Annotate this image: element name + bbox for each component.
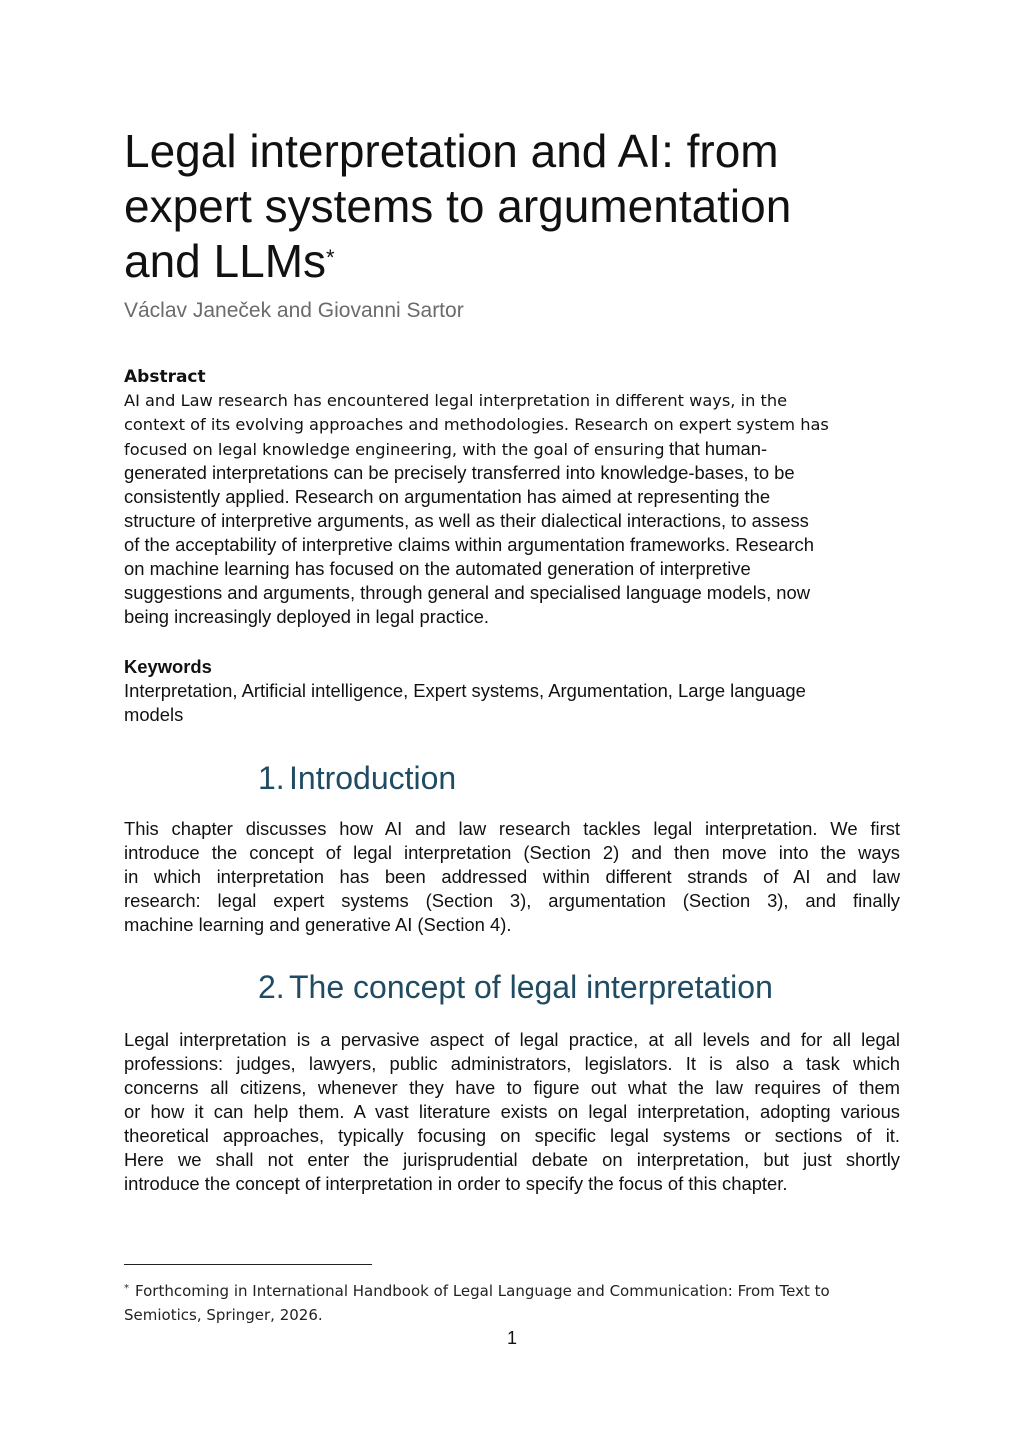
title-line-3-text: and LLMs <box>124 235 327 287</box>
paragraph-line: This chapter discusses how AI and law research tackles legal interpretation. We first <box>124 818 900 839</box>
abstract-line <box>124 437 914 461</box>
footnote-text: Forthcoming in International Handbook of Legal Language and Communication: From Text to <box>135 1282 830 1300</box>
paragraph-line: Legal interpretation is a pervasive aspect of legal practice, at all levels and for all legal <box>124 1029 900 1050</box>
section-2-number: 2. <box>258 969 285 1005</box>
abstract-line: consistently applied. Research on argumentation has aimed at representing the <box>124 486 771 507</box>
paragraph-line: machine learning and generative AI (Section 4). <box>124 914 512 935</box>
page-number: 1 <box>506 1328 517 1348</box>
abstract-line: on machine learning has focused on the automated generation of interpretive <box>124 558 751 579</box>
section-2-paragraph <box>124 1028 900 1196</box>
footnote-marker: * <box>124 1283 129 1294</box>
abstract-body <box>124 389 914 629</box>
paper-title <box>124 124 944 289</box>
keywords-heading: Keywords <box>124 656 212 677</box>
keywords-line: Interpretation, Artificial intelligence, Expert systems, Argumentation, Large language <box>124 680 806 701</box>
abstract-line-part: that human- <box>668 438 768 459</box>
abstract-line: AI and Law research has encountered legal interpretation in different ways, in the <box>124 391 788 410</box>
paragraph-line: Here we shall not enter the jurisprudential debate on interpretation, but just shortly <box>124 1149 900 1170</box>
footnote-line: Semiotics, Springer, 2026. <box>124 1306 323 1324</box>
paragraph-line: theoretical approaches, typically focusing on specific legal systems or sections of it. <box>124 1125 900 1146</box>
abstract-line: of the acceptability of interpretive claims within argumentation frameworks. Research <box>124 534 814 555</box>
paragraph-line: in which interpretation has been addressed within different strands of AI and law <box>124 866 900 887</box>
footnote-line <box>124 1279 904 1303</box>
section-2-title: The concept of legal interpretation <box>289 969 773 1005</box>
abstract-line: context of its evolving approaches and methodologies. Research on expert system has <box>124 415 829 434</box>
paper-authors: Václav Janeček and Giovanni Sartor <box>124 299 464 322</box>
footnote <box>124 1279 904 1327</box>
section-1-paragraph <box>124 817 900 937</box>
abstract-heading: Abstract <box>124 367 206 387</box>
keywords-body <box>124 679 914 727</box>
footnote-divider <box>124 1264 372 1265</box>
paragraph-line: professions: judges, lawyers, public administrators, legislators. It is also a task which <box>124 1053 900 1074</box>
paragraph-line: concerns all citizens, whenever they have to figure out what the law requires of them <box>124 1077 900 1098</box>
title-line-3 <box>124 234 944 289</box>
section-2-heading <box>258 967 773 1007</box>
abstract-line: generated interpretations can be precisely transferred into knowledge-bases, to be <box>124 462 795 483</box>
keywords-line: models <box>124 704 184 725</box>
paragraph-line: research: legal expert systems (Section 3), argumentation (Section 3), and finally <box>124 890 900 911</box>
section-1-number: 1. <box>258 760 285 796</box>
section-1-title: Introduction <box>289 760 457 796</box>
paragraph-line: introduce the concept of legal interpretation (Section 2) and then move into the ways <box>124 842 900 863</box>
paragraph-line: or how it can help them. A vast literature exists on legal interpretation, adopting various <box>124 1101 900 1122</box>
abstract-line: structure of interpretive arguments, as well as their dialectical interactions, to assess <box>124 510 809 531</box>
paragraph-line: introduce the concept of interpretation in order to specify the focus of this chapter. <box>124 1173 788 1194</box>
title-line-2: expert systems to argumentation <box>124 180 792 232</box>
abstract-line-part: focused on legal knowledge engineering, with the goal of ensuring <box>124 440 665 459</box>
title-footnote-marker[interactable]: * <box>326 245 335 270</box>
section-1-heading <box>258 758 456 798</box>
abstract-line: suggestions and arguments, through general and specialised language models, now <box>124 582 811 603</box>
title-line-1: Legal interpretation and AI: from <box>124 125 779 177</box>
abstract-line: being increasingly deployed in legal practice. <box>124 606 489 627</box>
